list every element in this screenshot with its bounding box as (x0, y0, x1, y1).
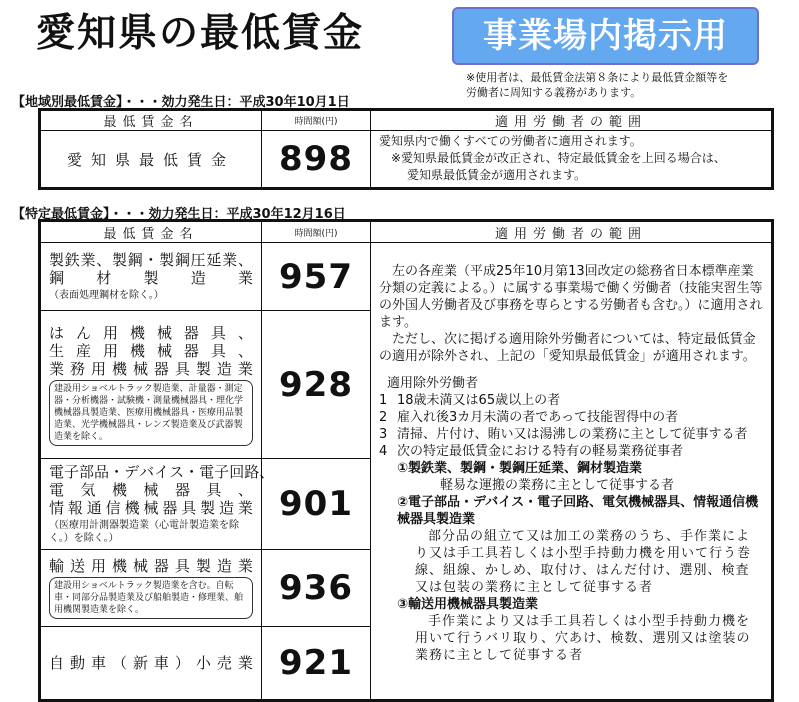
industry-char: 子 (214, 463, 230, 481)
industry-char: 信 (105, 499, 121, 517)
specific-heading: 【特定最低賃金】・・・効力発生日：平成30年12月16日 (12, 207, 346, 222)
industry-name (40, 459, 275, 550)
industry-char: 機 (111, 359, 127, 378)
industry-char: 気 (80, 481, 96, 499)
industry-char: 電 (49, 463, 65, 481)
industry-line (49, 499, 253, 517)
industry-char: 動 (69, 654, 85, 672)
sub-exclusion-heading: ③輸送用機械器具製造業 (397, 597, 539, 612)
industry-char: 電 (49, 481, 65, 499)
sub-exclusion-body: 手作業により又は手工具若しくは小型手持動力機を用いて行うバリ取り、穴あけ、検数、選別又は塗装の業務に主として従事する者 (415, 614, 751, 663)
industry-char: 製 (143, 269, 159, 287)
industry-char: 通 (86, 499, 102, 517)
scope-line: ※愛知県最低賃金が改正され、特定最低賃金を上回る場合は、 (391, 151, 726, 165)
industry-char: バ (139, 463, 155, 481)
industry-char: 器 (183, 341, 199, 360)
industry-line (49, 360, 253, 378)
industry-char: 生 (49, 341, 65, 360)
industry-char: 造 (216, 557, 232, 575)
industry-char: 製 (49, 251, 65, 269)
industry-char: 製 (195, 359, 211, 378)
regional-wage-amount: 898 (262, 131, 371, 189)
col-header-scope: 適用労働者の範囲 (371, 110, 773, 131)
exclusion-title: 適用除外労働者 (387, 376, 479, 391)
industry-char: 用 (102, 323, 118, 342)
scope-line: 愛知県内で働くすべての労働者に適用されます。 (379, 134, 642, 148)
industry-char: 製 (159, 251, 175, 269)
industry-char: 製 (195, 557, 211, 575)
industry-char: 務 (69, 359, 85, 378)
industry-name (40, 627, 262, 701)
industry-char: 業 (80, 251, 96, 269)
employer-notice (466, 70, 728, 100)
industry-char: 械 (132, 359, 148, 378)
industry-char: ス (169, 463, 185, 481)
industry-name (40, 550, 262, 627)
industry-line (49, 463, 275, 481)
industry-char: 、 (96, 251, 112, 269)
regional-heading: 【地域別最低賃金】・・・効力発生日：平成30年10月1日 (12, 95, 350, 110)
industry-char: 材 (96, 269, 112, 287)
wage-amount: 901 (262, 459, 371, 550)
exclusion-item (379, 392, 763, 409)
industry-char: 報 (67, 499, 83, 517)
sub-exclusion-body: 部分品の組立て又は加工の業務のうち、手作業により又は手工具若しくは小型手持動力機を用いて行う巻線、組線、かしめ、取付け、はんだ付け、選別、検査又は包装の業務に主として従事する者 (415, 529, 752, 595)
industry-char: 輸 (49, 557, 65, 575)
industry-char: 業 (49, 359, 65, 378)
industry-char: 鋼 (49, 269, 65, 287)
industry-exclusion: （医療用計測器製造業（心電計製造業を除く。）を除く。） (49, 520, 239, 544)
industry-char: 業 (237, 499, 253, 517)
industry-char: 具 (210, 323, 226, 342)
industry-char: ・ (109, 463, 125, 481)
industry-char: 情 (49, 499, 65, 517)
industry-line (49, 481, 253, 499)
item-number: 1 (379, 393, 388, 408)
sub-exclusion-heading: ②電子部品・デバイス・電子回路、電気機械器具、情報通信機械器具製造業 (397, 495, 759, 527)
industry-line (49, 557, 253, 575)
industry-char: 械 (156, 323, 172, 342)
scope-line: 愛知県最低賃金が適用されます。 (407, 168, 587, 182)
industry-char: 、 (237, 251, 253, 269)
industry-char: 小 (195, 654, 211, 672)
industry-name (40, 311, 262, 459)
industry-char: 械 (156, 341, 172, 360)
industry-char: 鉄 (64, 251, 80, 269)
industry-char: 新 (132, 654, 148, 672)
industry-char: 延 (206, 251, 222, 269)
industry-char: 具 (181, 499, 197, 517)
industry-char: 械 (132, 557, 148, 575)
industry-char: 械 (143, 481, 159, 499)
sub-exclusion-body: 軽易な運搬の業務に主として従事する者 (440, 478, 675, 493)
wage-amount: 957 (262, 243, 371, 311)
industry-char: 業 (237, 269, 253, 287)
industry-char: 業 (237, 359, 253, 378)
industry-char: 産 (75, 341, 91, 360)
industry-char: 機 (124, 499, 140, 517)
col-header-name: 最低賃金名 (40, 221, 262, 243)
industry-char: は (49, 323, 65, 342)
industry-line (49, 251, 253, 269)
industry-char: 製 (200, 499, 216, 517)
industry-char: 部 (79, 463, 95, 481)
industry-char: 具 (174, 557, 190, 575)
industry-char: 製 (111, 251, 127, 269)
industry-char: 電 (199, 463, 215, 481)
workplace-posting-badge: 事業場内掲示用 (452, 7, 759, 65)
industry-char: 器 (153, 359, 169, 378)
industry-char: 、 (237, 341, 253, 360)
col-header-name: 最低賃金名 (40, 110, 262, 131)
wage-amount: 921 (262, 627, 371, 701)
industry-char: 車 (90, 654, 106, 672)
industry-char: イ (154, 463, 170, 481)
industry-exclusion: （表面処理鋼材を除く。） (49, 290, 164, 301)
industry-char: 回 (229, 463, 245, 481)
item-number: 3 (379, 427, 388, 442)
industry-char: 器 (162, 499, 178, 517)
industry-char: 業 (237, 654, 253, 672)
industry-char: 械 (143, 499, 159, 517)
industry-char: 子 (64, 463, 80, 481)
industry-name (40, 243, 262, 311)
industry-char: 具 (210, 341, 226, 360)
item-text: 清掃、片付け、賄い又は湯沸しの業務に主として従事する者 (397, 427, 748, 442)
regional-wage-name: 愛知県最低賃金 (40, 131, 262, 189)
exclusion-item (379, 426, 763, 443)
industry-char: ） (174, 654, 190, 672)
industry-char: 品 (94, 463, 110, 481)
industry-char: 器 (153, 557, 169, 575)
industry-char: 造 (216, 359, 232, 378)
item-text: 雇入れ後3カ月未満の者であって技能習得中の者 (397, 410, 679, 425)
item-number: 4 (379, 444, 388, 459)
industry-char: ・ (184, 463, 200, 481)
industry-char: 鋼 (127, 251, 143, 269)
industry-char: ・ (143, 251, 159, 269)
industry-line (49, 654, 253, 672)
industry-char: 造 (219, 499, 235, 517)
industry-char: 用 (90, 557, 106, 575)
industry-line (49, 269, 253, 287)
industry-line (49, 324, 253, 342)
exclusion-item (379, 443, 763, 460)
industry-char: 器 (174, 481, 190, 499)
regional-table (38, 108, 774, 190)
industry-char: ん (75, 323, 91, 342)
industry-char: 、 (237, 481, 253, 499)
industry-char: デ (124, 463, 140, 481)
specific-scope (371, 243, 773, 701)
industry-exclusion-box: 建設用ショベルトラック製造業を含む。自転車・同部分品製造業及び船舶製造・修理業、舶用機関製造業を除く。 (49, 577, 253, 619)
industry-char: 業 (237, 557, 253, 575)
industry-char: 用 (90, 359, 106, 378)
industry-char: 車 (153, 654, 169, 672)
notice-line: ※使用者は、最低賃金法第８条により最低賃金額等を (466, 71, 729, 84)
industry-char: 具 (206, 481, 222, 499)
item-text: 18歳未満又は65歳以上の者 (397, 393, 561, 408)
industry-char: 売 (216, 654, 232, 672)
col-header-amount: 時間額(円) (262, 110, 371, 131)
industry-char: 、 (237, 323, 253, 342)
sub-exclusion-heading: ①製鉄業、製鋼・製鋼圧延業、鋼材製造業 (397, 461, 643, 476)
wage-amount: 928 (262, 311, 371, 459)
scope-paragraph: 左の各産業（平成25年10月第13回改定の総務省日本標準産業分類の定義による。）に属する事業場で働く労働者（技能実習生等の外国人労働者及び事務を専らとする労働者も含む。）に適用されます。 (379, 264, 763, 330)
page-title: 愛知県の最低賃金 (36, 11, 365, 56)
industry-char: 機 (111, 557, 127, 575)
industry-char: 用 (102, 341, 118, 360)
item-number: 2 (379, 410, 388, 425)
scope-paragraph: ただし、次に掲げる適用除外労働者については、特定最低賃金の適用が除外され、上記の「愛知県最低賃金」が適用されます。 (379, 332, 756, 364)
exclusion-item (379, 409, 763, 426)
industry-char: 鋼 (174, 251, 190, 269)
industry-char: 自 (49, 654, 65, 672)
industry-char: 送 (69, 557, 85, 575)
industry-char: 機 (129, 341, 145, 360)
industry-char: 路 (244, 463, 260, 481)
item-text: 次の特定最低賃金における特有の軽易業務従事者 (397, 444, 684, 459)
industry-exclusion-box: 建設用ショベルトラック製造業、計量器・測定器・分析機器・試験機・測量機械器具・理化学機械器具製造業、医療用機械器具・医療用品製造業、光学機械器具・レンズ製造業及び武器製造業を除く。 (49, 380, 253, 446)
industry-char: 器 (183, 323, 199, 342)
specific-table (38, 219, 774, 702)
industry-char: 具 (174, 359, 190, 378)
col-header-amount: 時間額(円) (262, 221, 371, 243)
industry-line (49, 342, 253, 360)
industry-char: 機 (129, 323, 145, 342)
wage-amount: 936 (262, 550, 371, 627)
industry-char: 圧 (190, 251, 206, 269)
industry-char: 機 (111, 481, 127, 499)
notice-line: 労働者に周知する義務があります。 (466, 86, 642, 99)
industry-char: 業 (222, 251, 238, 269)
industry-char: 、 (259, 463, 275, 481)
industry-char: 造 (190, 269, 206, 287)
col-header-scope: 適用労働者の範囲 (371, 221, 773, 243)
regional-scope (371, 131, 773, 189)
industry-char: （ (111, 654, 127, 672)
